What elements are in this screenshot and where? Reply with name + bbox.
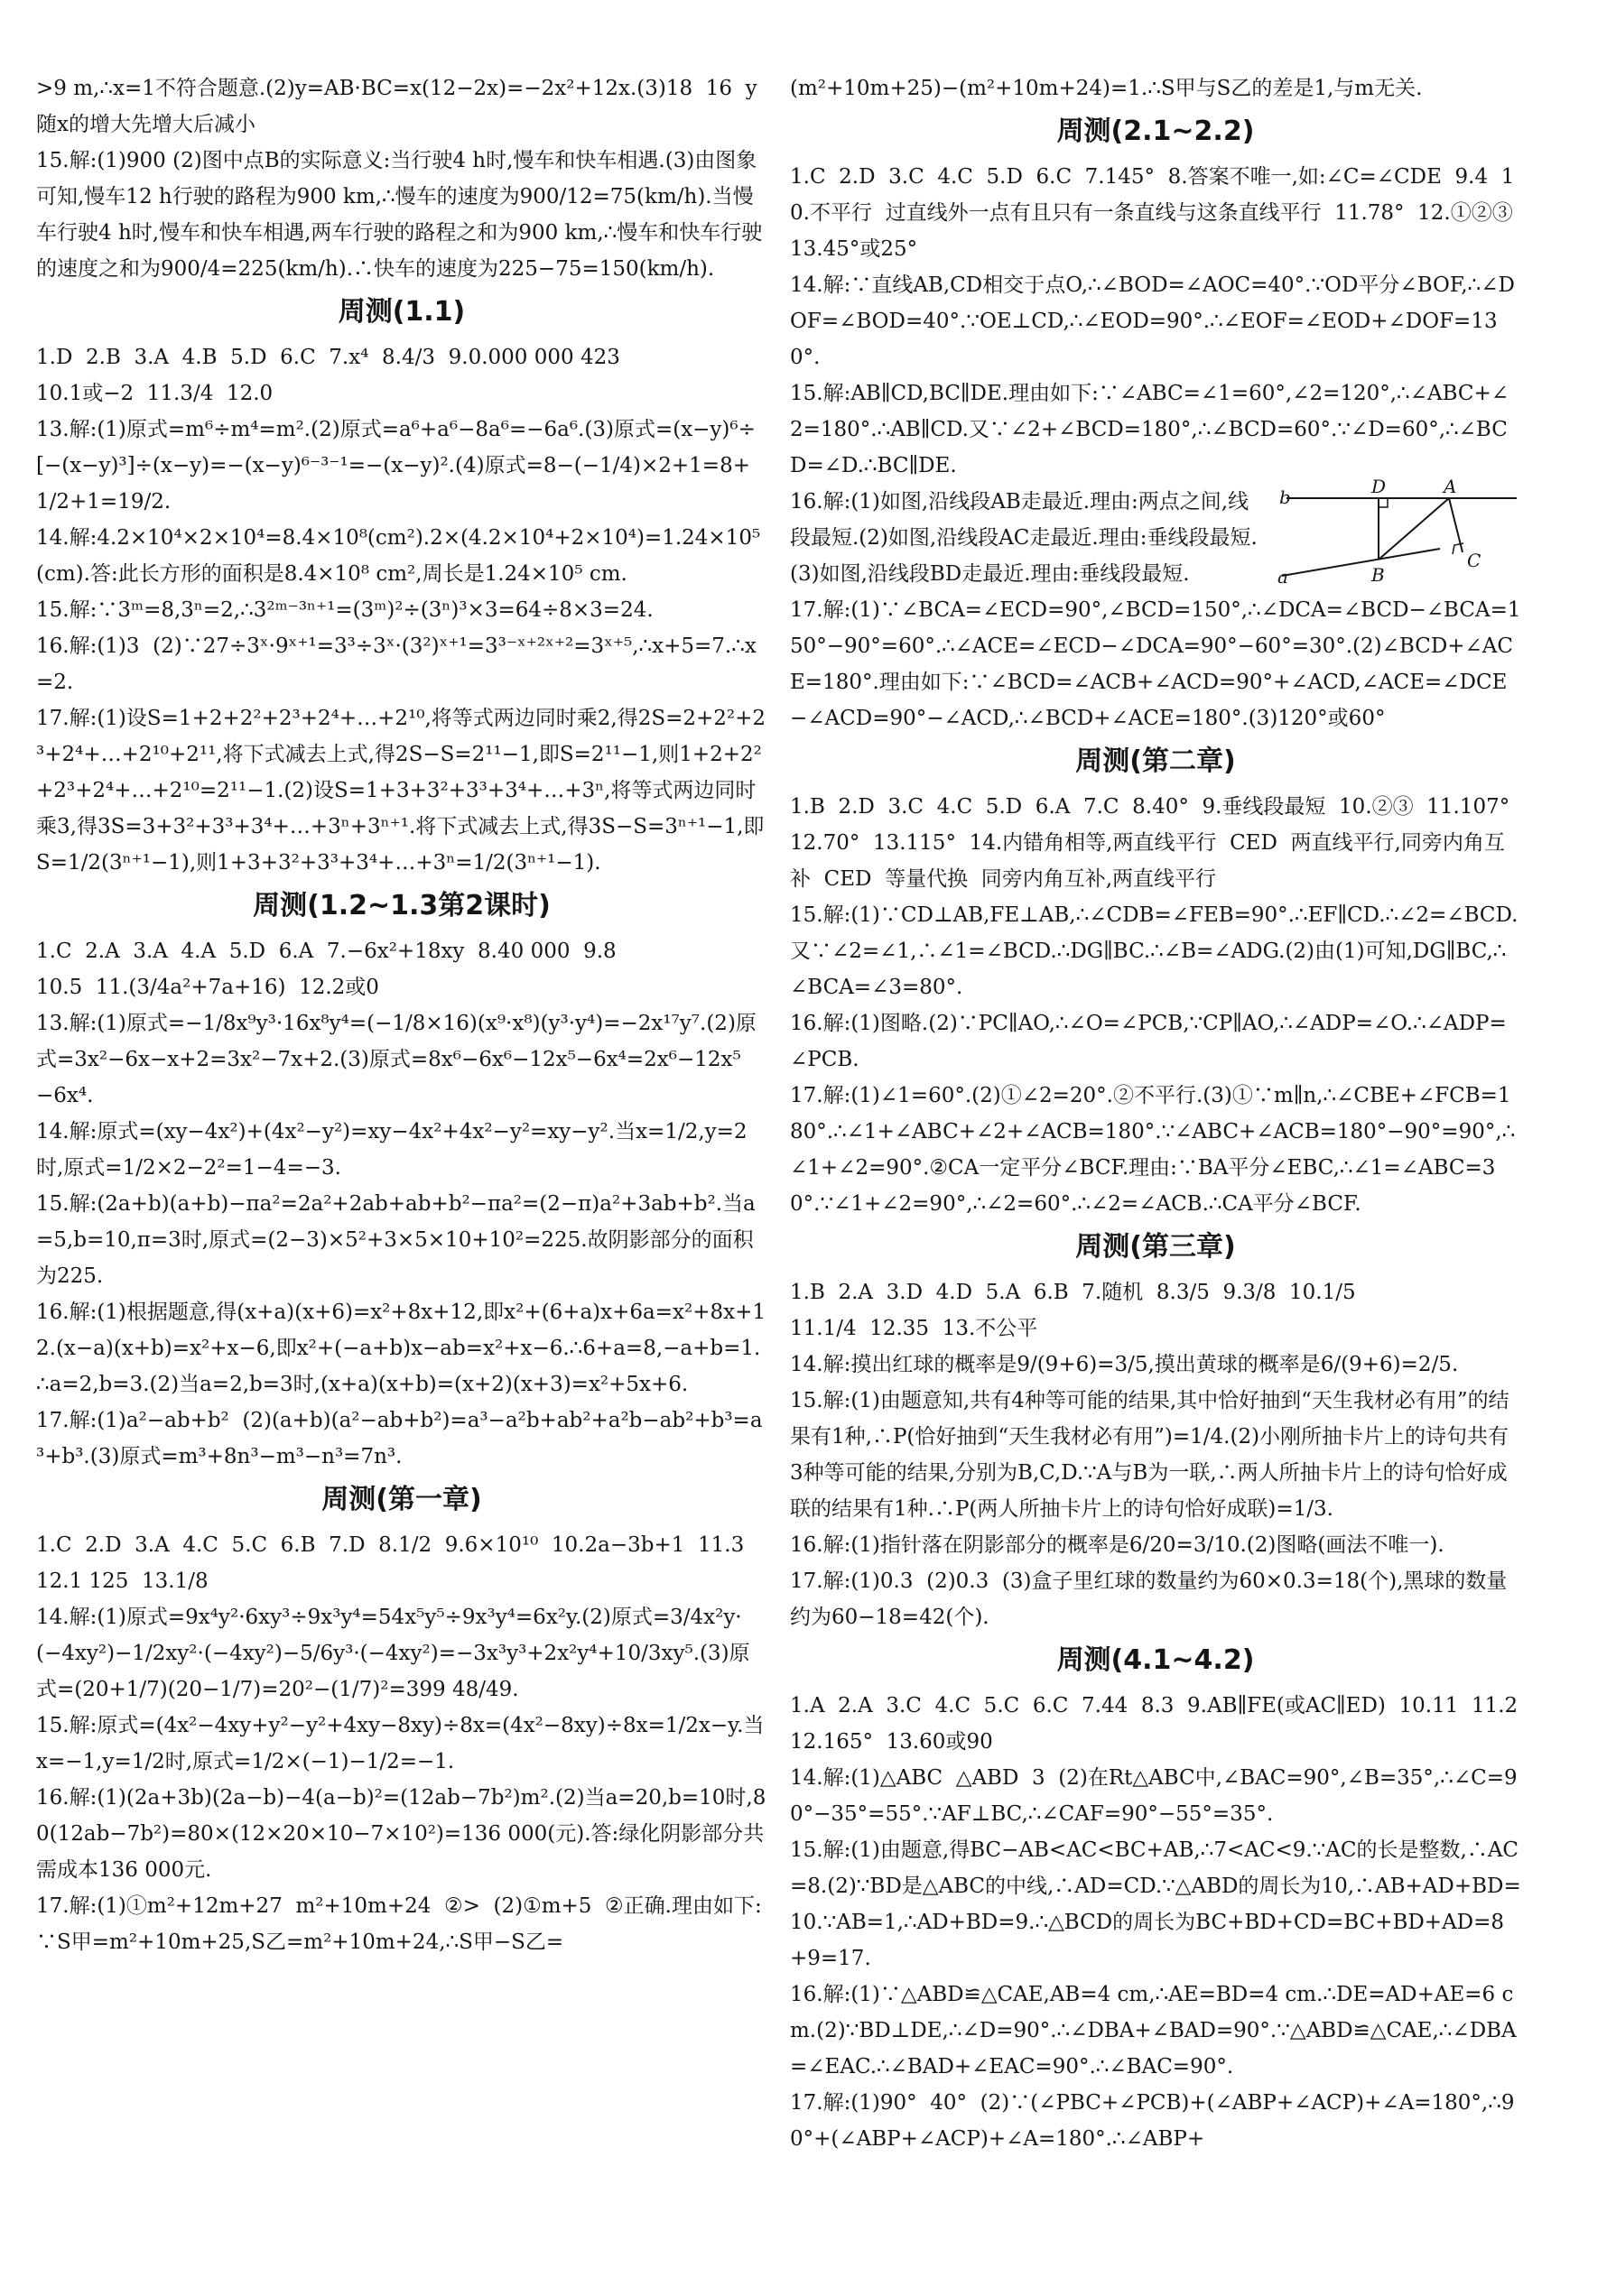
line-a — [1282, 549, 1440, 576]
answer-line: 16.解:(1)如图,沿线段AB走最近.理由:两点之间,线段最短.(2)如图,沿线段AC走最近.理由:垂线段最短.(3)如图,沿线段BD走最近.理由:垂线段最短. — [790, 490, 1258, 586]
answer-line: 15.解:AB∥CD,BC∥DE.理由如下:∵∠ABC=∠1=60°,∠2=120°,∴∠ABC+∠2=180°.∴AB∥CD.又∵∠2+∠BCD=180°,∴∠BCD=60°.∵∠D=60°,∴∠BCD=∠D.∴BC∥DE. — [790, 382, 1509, 477]
section-title-1-1: 周测(1.1) — [338, 296, 466, 328]
section-title-2-1-2-2: 周测(2.1~2.2) — [1056, 116, 1255, 147]
label-b-point: B — [1371, 564, 1385, 586]
left-column — [36, 70, 767, 1960]
section-title-4-1-4-2: 周测(4.1~4.2) — [1056, 1644, 1255, 1676]
answer-line: 17.解:(1)90° 40° (2)∵(∠PBC+∠PCB)+(∠ABP+∠ACP)+∠A=180°,∴90°+(∠ABP+∠ACP)+∠A=180°.∴∠ABP+ — [790, 2091, 1515, 2151]
answer-line: 16.解:(1)根据题意,得(x+a)(x+6)=x²+8x+12,即x²+(6+a)x+6a=x²+8x+12.(x−a)(x+b)=x²+x−6,即x²+(−a+b)x−ab=x²+x−6.∴6+a=8,−a+b=1.∴a=2,b=3.(2)当a=2,b=3时,(x+a)(x+b)=(x+2)(x+3)=x²+5x+6. — [36, 1301, 766, 1396]
answer-line: 1.B 2.A 3.D 4.D 5.A 6.B 7.随机 8.3/5 9.3/8 10.1/5 — [790, 1281, 1356, 1304]
answer-line: 15.解:原式=(4x²−4xy+y²−y²+4xy−8xy)÷8x=(4x²−8xy)÷8x=1/2x−y.当x=−1,y=1/2时,原式=1/2×(−1)−1/2=−1. — [36, 1714, 765, 1773]
label-b: b — [1279, 486, 1291, 508]
answer-line: 13.解:(1)原式=−1/8x⁹y³·16x⁸y⁴=(−1/8×16)(x⁹·x⁸)(y³·y⁴)=−2x¹⁷y⁷.(2)原式=3x²−6x−x+2=3x²−7x+2.(3)原式=8x⁶−6x⁶−12x⁵−6x⁴=2x⁶−12x⁵−6x⁴. — [36, 1012, 757, 1107]
answer-line: 16.解:(1)图略.(2)∵PC∥AO,∴∠O=∠PCB,∵CP∥AO,∴∠ADP=∠O.∴∠ADP=∠PCB. — [790, 1012, 1507, 1071]
answer-line: 15.解:(1)由题意知,共有4种等可能的结果,其中恰好抽到“天生我材必有用”的结果有1种,∴P(恰好抽到“天生我材必有用”)=1/4.(2)小刚所抽卡片上的诗句共有3种等可能的结果,分别为B,C,D.∵A与B为一联,∴两人所抽卡片上的诗句恰好成联的结果有1种.∴P(两人所抽卡片上的诗句恰好成联)=1/3. — [790, 1389, 1509, 1521]
section-title-1-2-1-3: 周测(1.2~1.3第2课时) — [253, 890, 551, 921]
answer-line: 13.解:(1)原式=m⁶÷m⁴=m².(2)原式=a⁶+a⁶−8a⁶=−6a⁶.(3)原式=(x−y)⁶÷[−(x−y)³]÷(x−y)=−(x−y)⁶⁻³⁻¹=−(x−y)².(4)原式=8−(−1/4)×2+1=8+1/2+1=19/2. — [36, 418, 756, 514]
section-title-chapter-1: 周测(第一章) — [321, 1484, 482, 1515]
answer-line: 17.解:(1)0.3 (2)0.3 (3)盒子里红球的数量约为60×0.3=18(个),黑球的数量约为60−18=42(个). — [790, 1569, 1508, 1629]
left-pre-1: 15.解:(1)900 (2)图中点B的实际意义:当行驶4 h时,慢车和快车相遇.(3)由图象可知,慢车12 h行驶的路程为900 km,∴慢车的速度为900/12=75(km/h).当慢车行驶4 h时,慢车和快车相遇,两车行驶的路程之和为900 km,∴慢车和快车行驶的速度之和为900/4=225(km/h).∴快车的速度为225−75=150(km/h). — [36, 149, 763, 281]
answer-line: 17.解:(1)∵∠BCA=∠ECD=90°,∠BCD=150°,∴∠DCA=∠BCD−∠BCA=150°−90°=60°.∴∠ACE=∠ECD−∠DCA=90°−60°=30°.(2)∠BCD+∠ACE=180°.理由如下:∵∠BCD=∠ACB+∠ACD=90°+∠ACD,∠ACE=∠DCE−∠ACD=90°−∠ACD,∴∠BCD+∠ACE=180°.(3)120°或60° — [790, 598, 1521, 730]
answer-line: 1.A 2.A 3.C 4.C 5.C 6.C 7.44 8.3 9.AB∥FE(或AC∥ED) 10.11 11.2 12.165° 13.60或90 — [790, 1694, 1531, 1754]
section-title-chapter-3: 周测(第三章) — [1075, 1231, 1236, 1263]
answer-line: 14.解:(1)△ABC △ABD 3 (2)在Rt△ABC中,∠BAC=90°,∠B=35°,∴∠C=90°−35°=55°.∵AF⊥BC,∴∠CAF=90°−55°=35°. — [790, 1766, 1518, 1826]
answer-line: 14.解:∵直线AB,CD相交于点O,∴∠BOD=∠AOC=40°.∵OD平分∠BOF,∴∠DOF=∠BOD=40°.∵OE⊥CD,∴∠EOD=90°.∴∠EOF=∠EOD+∠DOF=130°. — [790, 273, 1515, 369]
route-figure — [1277, 478, 1521, 587]
answer-line: 16.解:(1)(2a+3b)(2a−b)−4(a−b)²=(12ab−7b²)m².(2)当a=20,b=10时,80(12ab−7b²)=80×(12×20×10−7×10²)=136 000(元).答:绿化阴影部分共需成本136 000元. — [36, 1786, 766, 1882]
answer-line: 17.解:(1)∠1=60°.(2)①∠2=20°.②不平行.(3)①∵m∥n,∴∠CBE+∠FCB=180°.∴∠1+∠ABC+∠2+∠ACB=180°.∵∠ABC+∠ACB=180°−90°=90°,∴∠1+∠2=90°.②CA一定平分∠BCF.理由:∵BA平分∠EBC,∴∠1=∠ABC=30°.∵∠1+∠2=90°,∴∠2=60°.∴∠2=∠ACB.∴CA平分∠BCF. — [790, 1084, 1516, 1216]
answer-line: 15.解:∵3ᵐ=8,3ⁿ=2,∴3²ᵐ⁻³ⁿ⁺¹=(3ᵐ)²÷(3ⁿ)³×3=64÷8×3=24. — [36, 598, 654, 622]
answer-line: 17.解:(1)①m²+12m+27 m²+10m+24 ②> (2)①m+5 ②正确.理由如下:∵S甲=m²+10m+25,S乙=m²+10m+24,∴S甲−S乙= — [36, 1894, 762, 1954]
label-a-line: a — [1277, 566, 1288, 587]
answer-line: 1.B 2.D 3.C 4.C 5.D 6.A 7.C 8.40° 9.垂线段最短 10.②③ 11.107° 12.70° 13.115° 14.内错角相等,两直线平行 CED 两直线平行,同旁内角互补 CED 等量代换 同旁内角互补,两直线平行 — [790, 795, 1523, 891]
answer-16-block — [790, 478, 1521, 592]
label-a-point: A — [1444, 478, 1457, 497]
answer-line: 15.解:(2a+b)(a+b)−πa²=2a²+2ab+ab+b²−πa²=(2−π)a²+3ab+b².当a=5,b=10,π=3时,原式=(2−3)×5²+3×5×10+10²=225.故阴影部分的面积为225. — [36, 1192, 756, 1288]
answer-line: 14.解:(1)原式=9x⁴y²·6xy³÷9x³y⁴=54x⁵y⁵÷9x³y⁴=6x²y.(2)原式=3/4x²y·(−4xy²)−1/2xy²·(−4xy²)−5/6y³·(−4xy²)=−3x³y³+2x²y⁴+10/3xy⁵.(3)原式=(20+1/7)(20−1/7)=20²−(1/7)²=399 48/49. — [36, 1606, 750, 1701]
answer-line: 16.解:(1)指针落在阴影部分的概率是6/20=3/10.(2)图略(画法不唯一). — [790, 1533, 1444, 1557]
right-angle-mark-d — [1379, 498, 1388, 507]
answer-line: 14.解:原式=(xy−4x²)+(4x²−y²)=xy−4x²+4x²−y²=xy−y².当x=1/2,y=2时,原式=1/2×2−2²=1−4=−3. — [36, 1120, 748, 1180]
answer-line: 16.解:(1)∵△ABD≌△CAE,AB=4 cm,∴AE=BD=4 cm.∴DE=AD+AE=6 cm.(2)∵BD⊥DE,∴∠D=90°.∴∠DBA+∠BAD=90°.∵△ABD≌△CAE,∴∠DBA=∠EAC.∴∠BAD+∠EAC=90°.∴∠BAC=90°. — [790, 1983, 1517, 2078]
answer-line: 16.解:(1)3 (2)∵27÷3ˣ·9ˣ⁺¹=3³÷3ˣ·(3²)ˣ⁺¹=3³⁻ˣ⁺²ˣ⁺²=3ˣ⁺⁵,∴x+5=7.∴x=2. — [36, 634, 757, 694]
answer-line: 1.C 2.D 3.C 4.C 5.D 6.C 7.145° 8.答案不唯一,如:∠C=∠CDE 9.4 10.不平行 过直线外一点有且只有一条直线与这条直线平行 11.78° 12.①②③ 13.45°或25° — [790, 165, 1527, 261]
left-pre-0: >9 m,∴x=1不符合题意.(2)y=AB·BC=x(12−2x)=−2x²+12x.(3)18 16 y随x的增大先增大后减小 — [36, 77, 757, 136]
segment-ab — [1379, 498, 1449, 560]
answer-line: 11.1/4 12.35 13.不公平 — [790, 1317, 1038, 1340]
answer-line: 1.C 2.A 3.A 4.A 5.D 6.A 7.−6x²+18xy 8.40 000 9.8 — [36, 940, 617, 963]
answer-line: 14.解:4.2×10⁴×2×10⁴=8.4×10⁸(cm²).2×(4.2×10⁴+2×10⁴)=1.24×10⁵(cm).答:此长方形的面积是8.4×10⁸ cm²,周长是1.24×10⁵ cm. — [36, 526, 761, 586]
answer-line: 10.5 11.(3/4a²+7a+16) 12.2或0 — [36, 976, 379, 999]
answer-line: 10.1或−2 11.3/4 12.0 — [36, 382, 274, 405]
answer-line: 15.解:(1)∵CD⊥AB,FE⊥AB,∴∠CDB=∠FEB=90°.∴EF∥CD.∴∠2=∠BCD.又∵∠2=∠1,∴∠1=∠BCD.∴DG∥BC.∴∠B=∠ADG.(2)由(1)可知,DG∥BC,∴∠BCA=∠3=80°. — [790, 903, 1518, 999]
answer-line: 17.解:(1)a²−ab+b² (2)(a+b)(a²−ab+b²)=a³−a²b+ab²+a²b−ab²+b³=a³+b³.(3)原式=m³+8n³−m³−n³=7n³. — [36, 1409, 763, 1468]
answer-line: 17.解:(1)设S=1+2+2²+2³+2⁴+…+2¹⁰,将等式两边同时乘2,得2S=2+2²+2³+2⁴+…+2¹⁰+2¹¹,将下式减去上式,得2S−S=2¹¹−1,即S=2¹¹−1,则1+2+2²+2³+2⁴+…+2¹⁰=2¹¹−1.(2)设S=1+3+3²+3³+3⁴+…+3ⁿ,将等式两边同时乘3,得3S=3+3²+3³+3⁴+…+3ⁿ+3ⁿ⁺¹.将下式减去上式,得3S−S=3ⁿ⁺¹−1,即S=1/2(3ⁿ⁺¹−1),则1+3+3²+3³+3⁴+…+3ⁿ=1/2(3ⁿ⁺¹−1). — [36, 707, 766, 875]
section-title-chapter-2: 周测(第二章) — [1075, 745, 1236, 777]
label-c: C — [1467, 550, 1481, 571]
answer-line: 1.D 2.B 3.A 4.B 5.D 6.C 7.x⁴ 8.4/3 9.0.000 000 423 — [36, 346, 620, 369]
answer-line: 15.解:(1)由题意,得BC−AB<AC<BC+AB,∴7<AC<9.∵AC的长是整数,∴AC=8.(2)∵BD是△ABC的中线,∴AD=CD.∵△ABD的周长为10,∴AB+AD+BD=10.∵AB=1,∴AD+BD=9.∴△BCD的周长为BC+BD+CD=BC+BD+AD=8+9=17. — [790, 1838, 1521, 1970]
answer-line: 1.C 2.D 3.A 4.C 5.C 6.B 7.D 8.1/2 9.6×10¹⁰ 10.2a−3b+1 11.3 12.1 125 13.1/8 — [36, 1533, 757, 1593]
label-d: D — [1371, 478, 1387, 497]
right-column — [790, 70, 1531, 2157]
right-pre-0: (m²+10m+25)−(m²+10m+24)=1.∴S甲与S乙的差是1,与m无关. — [790, 77, 1423, 100]
answer-line: 14.解:摸出红球的概率是9/(9+6)=3/5,摸出黄球的概率是6/(9+6)=2/5. — [790, 1353, 1459, 1376]
